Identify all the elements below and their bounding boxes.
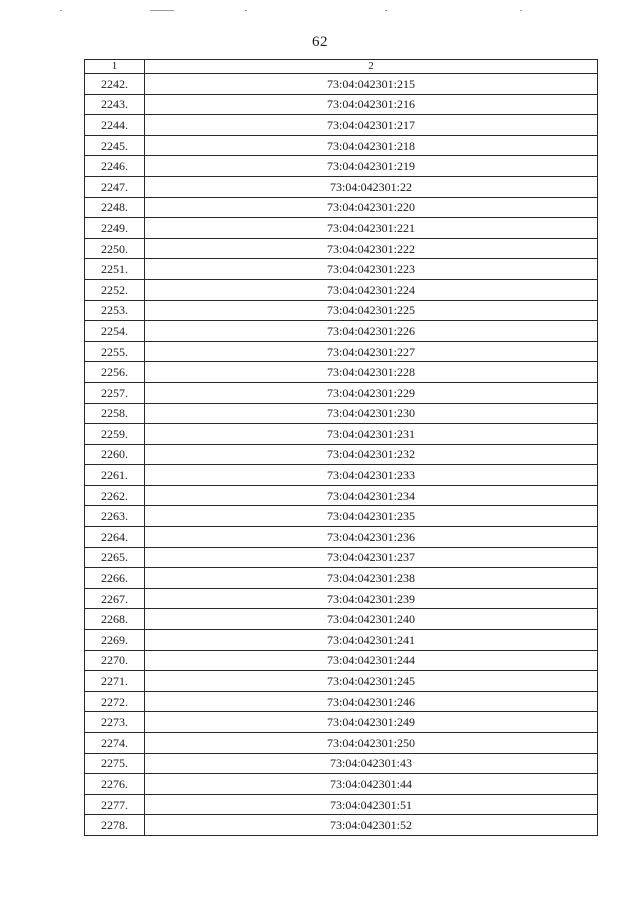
table-row bbox=[85, 465, 598, 486]
row-number-cell: 2265. bbox=[85, 547, 145, 568]
cadastral-number-cell: 73:04:042301:246 bbox=[145, 691, 598, 712]
table-row bbox=[85, 712, 598, 733]
cadastral-number-cell: 73:04:042301:222 bbox=[145, 238, 598, 259]
row-number-cell: 2258. bbox=[85, 403, 145, 424]
page-number: 62 bbox=[312, 34, 328, 50]
cadastral-number-cell: 73:04:042301:245 bbox=[145, 671, 598, 692]
cadastral-number-cell: 73:04:042301:238 bbox=[145, 568, 598, 589]
row-number-cell: 2275. bbox=[85, 753, 145, 774]
cadastral-number-cell: 73:04:042301:223 bbox=[145, 259, 598, 280]
table-row bbox=[85, 547, 598, 568]
table-header-row bbox=[85, 60, 598, 74]
cadastral-number-cell: 73:04:042301:225 bbox=[145, 300, 598, 321]
row-number-cell: 2245. bbox=[85, 135, 145, 156]
row-number-cell: 2263. bbox=[85, 506, 145, 527]
row-number-cell: 2266. bbox=[85, 568, 145, 589]
row-number-cell: 2259. bbox=[85, 424, 145, 445]
cadastral-number-cell: 73:04:042301:236 bbox=[145, 527, 598, 548]
row-number-cell: 2243. bbox=[85, 94, 145, 115]
table-row bbox=[85, 568, 598, 589]
table-row bbox=[85, 403, 598, 424]
table-row bbox=[85, 506, 598, 527]
table-row bbox=[85, 691, 598, 712]
table-row bbox=[85, 382, 598, 403]
cadastral-number-cell: 73:04:042301:22 bbox=[145, 176, 598, 197]
table-row bbox=[85, 321, 598, 342]
cadastral-number-cell: 73:04:042301:234 bbox=[145, 485, 598, 506]
cadastral-number-cell: 73:04:042301:216 bbox=[145, 94, 598, 115]
table-row bbox=[85, 424, 598, 445]
row-number-cell: 2244. bbox=[85, 115, 145, 136]
row-number-cell: 2261. bbox=[85, 465, 145, 486]
row-number-cell: 2276. bbox=[85, 774, 145, 795]
table-row bbox=[85, 259, 598, 280]
table-row bbox=[85, 794, 598, 815]
table-row bbox=[85, 733, 598, 754]
cadastral-number-cell: 73:04:042301:231 bbox=[145, 424, 598, 445]
row-number-cell: 2269. bbox=[85, 630, 145, 651]
table-row bbox=[85, 815, 598, 836]
table-row bbox=[85, 485, 598, 506]
column-header-number: 1 bbox=[85, 60, 145, 74]
table-row bbox=[85, 753, 598, 774]
table-row bbox=[85, 609, 598, 630]
table-row bbox=[85, 444, 598, 465]
table-row bbox=[85, 94, 598, 115]
row-number-cell: 2255. bbox=[85, 341, 145, 362]
table-row bbox=[85, 218, 598, 239]
cadastral-number-cell: 73:04:042301:218 bbox=[145, 135, 598, 156]
scan-artifact bbox=[150, 10, 174, 11]
table-row bbox=[85, 279, 598, 300]
cadastral-number-cell: 73:04:042301:224 bbox=[145, 279, 598, 300]
table-row bbox=[85, 527, 598, 548]
table-row bbox=[85, 650, 598, 671]
cadastral-number-cell: 73:04:042301:249 bbox=[145, 712, 598, 733]
cadastral-number-cell: 73:04:042301:52 bbox=[145, 815, 598, 836]
scan-artifact bbox=[60, 10, 62, 11]
row-number-cell: 2260. bbox=[85, 444, 145, 465]
cadastral-number-cell: 73:04:042301:237 bbox=[145, 547, 598, 568]
cadastral-number-cell: 73:04:042301:219 bbox=[145, 156, 598, 177]
cadastral-number-cell: 73:04:042301:232 bbox=[145, 444, 598, 465]
row-number-cell: 2272. bbox=[85, 691, 145, 712]
table-row bbox=[85, 197, 598, 218]
cadastral-number-cell: 73:04:042301:229 bbox=[145, 382, 598, 403]
cadastral-number-cell: 73:04:042301:227 bbox=[145, 341, 598, 362]
table-row bbox=[85, 774, 598, 795]
table-row bbox=[85, 135, 598, 156]
row-number-cell: 2248. bbox=[85, 197, 145, 218]
cadastral-number-cell: 73:04:042301:226 bbox=[145, 321, 598, 342]
row-number-cell: 2254. bbox=[85, 321, 145, 342]
cadastral-number-cell: 73:04:042301:44 bbox=[145, 774, 598, 795]
row-number-cell: 2251. bbox=[85, 259, 145, 280]
table-row bbox=[85, 115, 598, 136]
table-row bbox=[85, 176, 598, 197]
row-number-cell: 2262. bbox=[85, 485, 145, 506]
table-row bbox=[85, 74, 598, 95]
cadastral-number-cell: 73:04:042301:230 bbox=[145, 403, 598, 424]
row-number-cell: 2274. bbox=[85, 733, 145, 754]
cadastral-number-cell: 73:04:042301:241 bbox=[145, 630, 598, 651]
cadastral-number-cell: 73:04:042301:221 bbox=[145, 218, 598, 239]
row-number-cell: 2242. bbox=[85, 74, 145, 95]
cadastral-number-cell: 73:04:042301:51 bbox=[145, 794, 598, 815]
row-number-cell: 2270. bbox=[85, 650, 145, 671]
row-number-cell: 2256. bbox=[85, 362, 145, 383]
row-number-cell: 2264. bbox=[85, 527, 145, 548]
cadastral-number-cell: 73:04:042301:235 bbox=[145, 506, 598, 527]
row-number-cell: 2247. bbox=[85, 176, 145, 197]
table-row bbox=[85, 300, 598, 321]
cadastral-number-cell: 73:04:042301:239 bbox=[145, 588, 598, 609]
cadastral-number-cell: 73:04:042301:217 bbox=[145, 115, 598, 136]
cadastral-number-cell: 73:04:042301:228 bbox=[145, 362, 598, 383]
row-number-cell: 2252. bbox=[85, 279, 145, 300]
cadastral-table bbox=[84, 59, 598, 836]
scan-artifact bbox=[385, 10, 387, 11]
table-row bbox=[85, 630, 598, 651]
row-number-cell: 2249. bbox=[85, 218, 145, 239]
cadastral-number-cell: 73:04:042301:250 bbox=[145, 733, 598, 754]
scan-artifact bbox=[520, 10, 522, 11]
row-number-cell: 2250. bbox=[85, 238, 145, 259]
row-number-cell: 2268. bbox=[85, 609, 145, 630]
table-row bbox=[85, 238, 598, 259]
row-number-cell: 2257. bbox=[85, 382, 145, 403]
table-row bbox=[85, 341, 598, 362]
cadastral-number-cell: 73:04:042301:240 bbox=[145, 609, 598, 630]
row-number-cell: 2267. bbox=[85, 588, 145, 609]
cadastral-number-cell: 73:04:042301:233 bbox=[145, 465, 598, 486]
row-number-cell: 2271. bbox=[85, 671, 145, 692]
scan-artifact bbox=[245, 10, 247, 11]
row-number-cell: 2253. bbox=[85, 300, 145, 321]
row-number-cell: 2246. bbox=[85, 156, 145, 177]
cadastral-number-cell: 73:04:042301:244 bbox=[145, 650, 598, 671]
table-row bbox=[85, 156, 598, 177]
table-row bbox=[85, 588, 598, 609]
cadastral-number-cell: 73:04:042301:220 bbox=[145, 197, 598, 218]
table-row bbox=[85, 671, 598, 692]
row-number-cell: 2278. bbox=[85, 815, 145, 836]
cadastral-number-cell: 73:04:042301:43 bbox=[145, 753, 598, 774]
row-number-cell: 2277. bbox=[85, 794, 145, 815]
cadastral-number-cell: 73:04:042301:215 bbox=[145, 74, 598, 95]
column-header-code: 2 bbox=[145, 60, 598, 74]
table-row bbox=[85, 362, 598, 383]
row-number-cell: 2273. bbox=[85, 712, 145, 733]
